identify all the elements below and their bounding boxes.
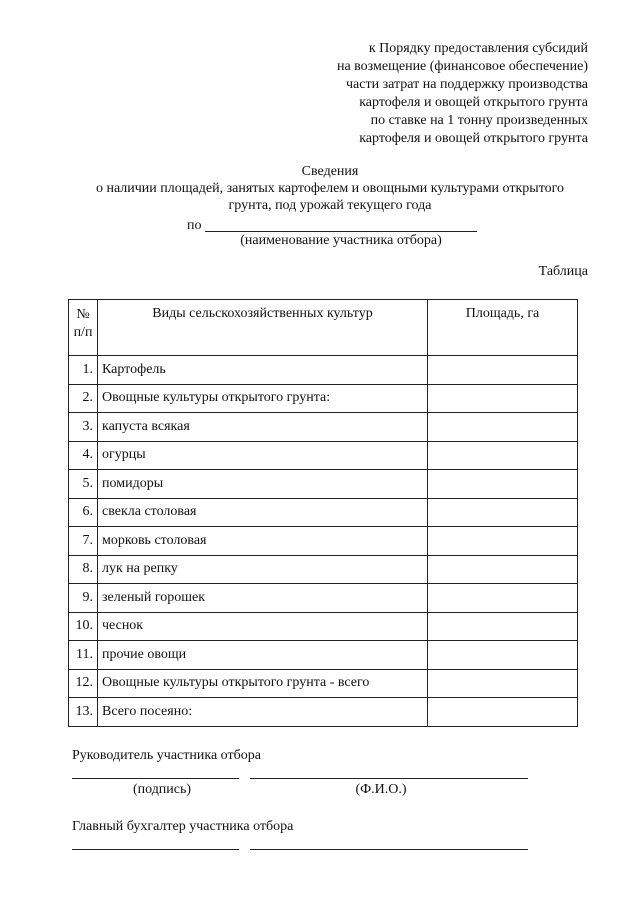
row-crop: Овощные культуры открытого грунта: (98, 384, 428, 413)
table-row (69, 384, 578, 413)
row-crop: чеснок (98, 612, 428, 641)
header-line: картофеля и овощей открытого грунта (359, 95, 588, 110)
row-area-cell[interactable] (428, 384, 578, 413)
table-row (69, 612, 578, 641)
signature-caption: (подпись) (132, 782, 192, 797)
table-header-row (69, 300, 578, 356)
row-num: 6. (69, 498, 98, 527)
row-crop: помидоры (98, 470, 428, 499)
accountant-label: Главный бухгалтер участника отбора (72, 819, 294, 834)
row-num: 7. (69, 527, 98, 556)
table-row (69, 669, 578, 698)
form-title (60, 163, 600, 214)
row-area-cell[interactable] (428, 441, 578, 470)
row-area-cell[interactable] (428, 698, 578, 727)
table-row (69, 698, 578, 727)
row-crop: прочие овощи (98, 641, 428, 670)
row-num: 1. (69, 356, 98, 385)
table-row (69, 441, 578, 470)
header-area: Площадь, га (428, 300, 578, 356)
header-line: по ставке на 1 тонну произведенных (370, 113, 588, 128)
header-num-label: № п/п (73, 307, 93, 340)
row-crop: Овощные культуры открытого грунта - всего (98, 669, 428, 698)
row-num: 9. (69, 584, 98, 613)
row-crop: Картофель (98, 356, 428, 385)
row-crop: огурцы (98, 441, 428, 470)
row-area-cell[interactable] (428, 669, 578, 698)
header-line: картофеля и овощей открытого грунта (359, 131, 588, 146)
header-crop: Виды сельскохозяйственных культур (98, 300, 428, 356)
title-heading: Сведения (301, 164, 359, 179)
header-line: части затрат на поддержку производства (346, 77, 588, 92)
table-row (69, 470, 578, 499)
row-num: 2. (69, 384, 98, 413)
head-signature-field[interactable] (72, 778, 239, 779)
row-area-cell[interactable] (428, 356, 578, 385)
row-area-cell[interactable] (428, 527, 578, 556)
row-num: 10. (69, 612, 98, 641)
table-label: Таблица (538, 264, 588, 279)
row-num: 4. (69, 441, 98, 470)
table-row (69, 413, 578, 442)
row-num: 5. (69, 470, 98, 499)
accountant-name-field[interactable] (250, 849, 528, 850)
row-crop: морковь столовая (98, 527, 428, 556)
row-crop: капуста всякая (98, 413, 428, 442)
row-area-cell[interactable] (428, 413, 578, 442)
row-area-cell[interactable] (428, 498, 578, 527)
crops-area-table (68, 299, 578, 727)
row-crop: лук на репку (98, 555, 428, 584)
row-crop: свекла столовая (98, 498, 428, 527)
row-num: 13. (69, 698, 98, 727)
head-label: Руководитель участника отбора (72, 748, 261, 763)
po-label: по (187, 218, 202, 233)
accountant-signature-field[interactable] (72, 849, 239, 850)
head-name-field[interactable] (250, 778, 528, 779)
row-num: 8. (69, 555, 98, 584)
row-num: 3. (69, 413, 98, 442)
row-crop: зеленый горошек (98, 584, 428, 613)
table-row (69, 584, 578, 613)
header-num (69, 300, 98, 356)
row-area-cell[interactable] (428, 584, 578, 613)
row-area-cell[interactable] (428, 612, 578, 641)
name-caption: (Ф.И.О.) (355, 782, 407, 797)
table-row (69, 498, 578, 527)
title-line: грунта, под урожай текущего года (228, 198, 432, 213)
document-header (248, 40, 588, 148)
table-row (69, 641, 578, 670)
row-area-cell[interactable] (428, 555, 578, 584)
row-num: 11. (69, 641, 98, 670)
row-crop: Всего посеяно: (98, 698, 428, 727)
row-num: 12. (69, 669, 98, 698)
table-row (69, 555, 578, 584)
row-area-cell[interactable] (428, 470, 578, 499)
table-row (69, 356, 578, 385)
participant-name-caption: (наименование участника отбора) (240, 233, 442, 248)
title-line: о наличии площадей, занятых картофелем и овощными культурами открытого (95, 181, 565, 196)
header-line: к Порядку предоставления субсидий (368, 41, 588, 56)
header-line: на возмещение (финансовое обеспечение) (336, 59, 588, 74)
row-area-cell[interactable] (428, 641, 578, 670)
table-row (69, 527, 578, 556)
